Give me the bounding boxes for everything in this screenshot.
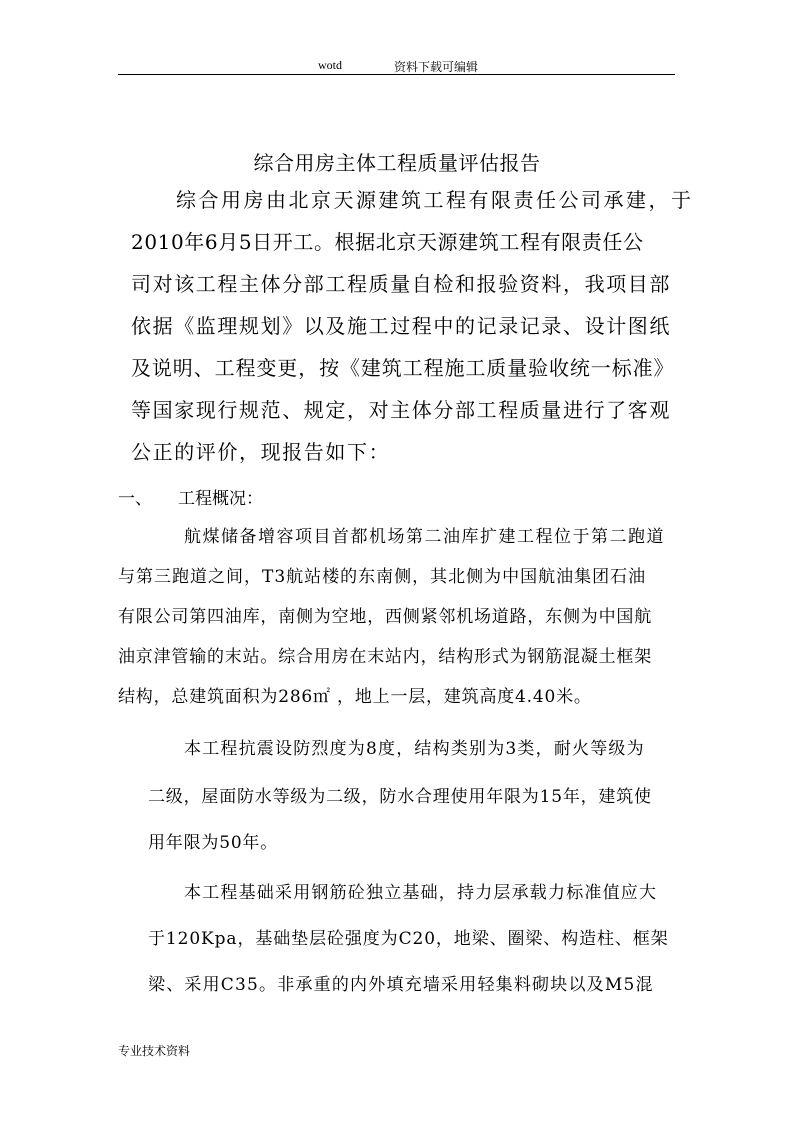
intro-line: 公正的评价，现报告如下： bbox=[131, 440, 391, 464]
intro-line: 及说明、工程变更，按《建筑工程施工质量验收统一标准》 bbox=[131, 356, 675, 380]
section-number: 一、 bbox=[118, 489, 152, 509]
intro-line: 等国家现行规范、规定，对主体分部工程质量进行了客观 bbox=[131, 398, 671, 422]
body-line: 二级，屋面防水等级为二级，防水合理使用年限为15年，建筑使 bbox=[148, 787, 652, 807]
body-line: 用年限为50年。 bbox=[148, 833, 279, 853]
page-header bbox=[118, 56, 675, 76]
header-divider bbox=[118, 74, 675, 75]
body-line: 梁、采用C35。非承重的内外填充墙采用轻集料砌块以及M5混 bbox=[148, 975, 654, 995]
body-line: 与第三跑道之间，T3航站楼的东南侧，其北侧为中国航油集团石油 bbox=[118, 567, 647, 587]
intro-line: 综合用房由北京天源建筑工程有限责任公司承建，于 bbox=[176, 188, 694, 212]
intro-line: 依据《监理规划》以及施工过程中的记录记录、设计图纸 bbox=[131, 314, 671, 338]
body-line: 油京津管输的末站。综合用房在末站内，结构形式为钢筋混凝土框架 bbox=[118, 647, 652, 667]
body-line: 本工程基础采用钢筋砼独立基础，持力层承载力标准值应大 bbox=[184, 883, 658, 903]
body-line: 有限公司第四油库，南侧为空地，西侧紧邻机场道路，东侧为中国航 bbox=[118, 607, 652, 627]
page-footer: 专业技术资料 bbox=[118, 1044, 191, 1058]
header-left-text: wotd bbox=[318, 58, 342, 72]
body-line: 结构，总建筑面积为286㎡ ，地上一层，建筑高度4.40米。 bbox=[118, 687, 592, 707]
intro-line: 2010年6月5日开工。根据北京天源建筑工程有限责任公 bbox=[131, 230, 644, 254]
header-right-text: 资料下载可编辑 bbox=[394, 60, 479, 74]
body-line: 于120Kpa，基础垫层砼强度为C20，地梁、圈梁、构造柱、框架 bbox=[148, 929, 669, 949]
section-heading: 工程概况： bbox=[178, 489, 263, 509]
body-line: 航煤储备增容项目首都机场第二油库扩建工程位于第二跑道 bbox=[184, 527, 665, 547]
body-line: 本工程抗震设防烈度为8度，结构类别为3类，耐火等级为 bbox=[184, 739, 645, 759]
intro-line: 司对该工程主体分部工程质量自检和报验资料，我项目部 bbox=[131, 272, 671, 296]
document-title: 综合用房主体工程质量评估报告 bbox=[253, 151, 541, 175]
